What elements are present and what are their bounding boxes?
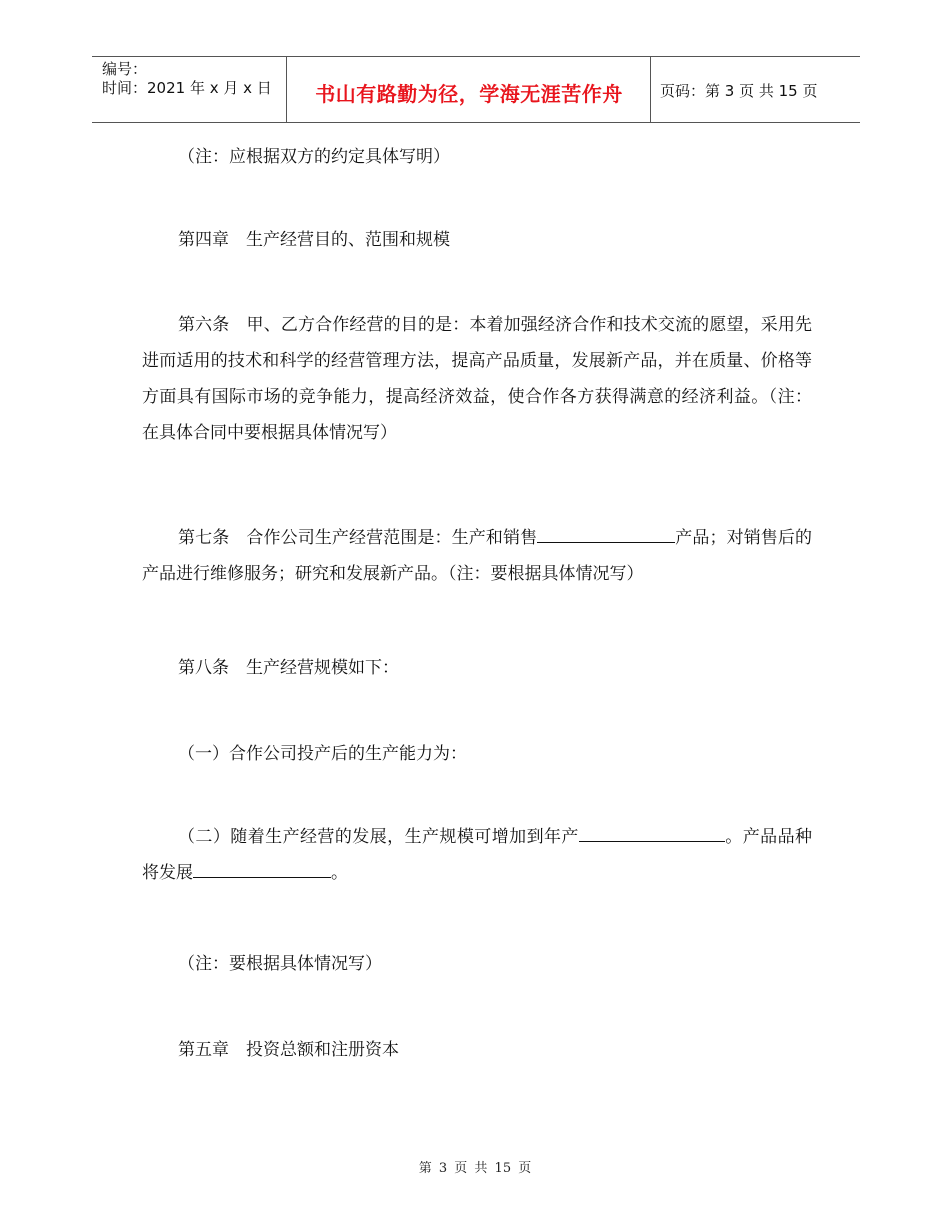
serial-label: 编号： bbox=[102, 60, 148, 78]
header-bottom-rule bbox=[92, 122, 860, 123]
article-paragraph bbox=[142, 520, 812, 592]
fill-in-blank[interactable] bbox=[579, 821, 725, 842]
fill-in-blank[interactable] bbox=[537, 522, 675, 543]
header-page-number: 页码：第 3 页 共 15 页 bbox=[660, 82, 818, 100]
note-paragraph: （注：要根据具体情况写） bbox=[178, 954, 382, 974]
note-paragraph: （注：应根据双方的约定具体写明） bbox=[178, 147, 450, 167]
header-divider-left bbox=[286, 56, 287, 122]
item-text: 。产品品种将发展 bbox=[142, 827, 813, 883]
chapter-heading: 第五章 投资总额和注册资本 bbox=[178, 1040, 399, 1060]
item-text: （二）随着生产经营的发展，生产规模可增加到年产 bbox=[178, 827, 579, 847]
header-divider-right bbox=[650, 56, 651, 122]
fill-in-blank[interactable] bbox=[193, 857, 331, 878]
list-item bbox=[142, 819, 812, 891]
header-top-rule bbox=[92, 56, 860, 57]
article-paragraph: 第六条 甲、乙方合作经营的目的是：本着加强经济合作和技术交流的愿望，采用先进而适用的技术和科学的经营管理方法，提高产品质量，发展新产品，并在质量、价格等方面具有国际市场的竞争能力，提高经济效益，使合作各方获得满意的经济利益。（注：在具体合同中要根据具体情况写） bbox=[142, 315, 812, 443]
header-info bbox=[102, 60, 272, 98]
item-text: 。 bbox=[331, 863, 348, 883]
time-label: 时间：2021 年 x 月 x 日 bbox=[102, 79, 272, 97]
chapter-heading: 第四章 生产经营目的、范围和规模 bbox=[178, 230, 450, 250]
header-motto: 书山有路勤为径，学海无涯苦作舟 bbox=[315, 82, 623, 106]
list-item: （一）合作公司投产后的生产能力为： bbox=[178, 744, 467, 764]
article-text: 产品；对销售后的产品进行维修服务；研究和发展新产品。（注：要根据具体情况写） bbox=[142, 528, 812, 584]
page-footer: 第 3 页 共 15 页 bbox=[418, 1161, 532, 1176]
article-text: 第七条 合作公司生产经营范围是：生产和销售 bbox=[178, 528, 538, 548]
article-paragraph: 第八条 生产经营规模如下： bbox=[178, 658, 399, 678]
